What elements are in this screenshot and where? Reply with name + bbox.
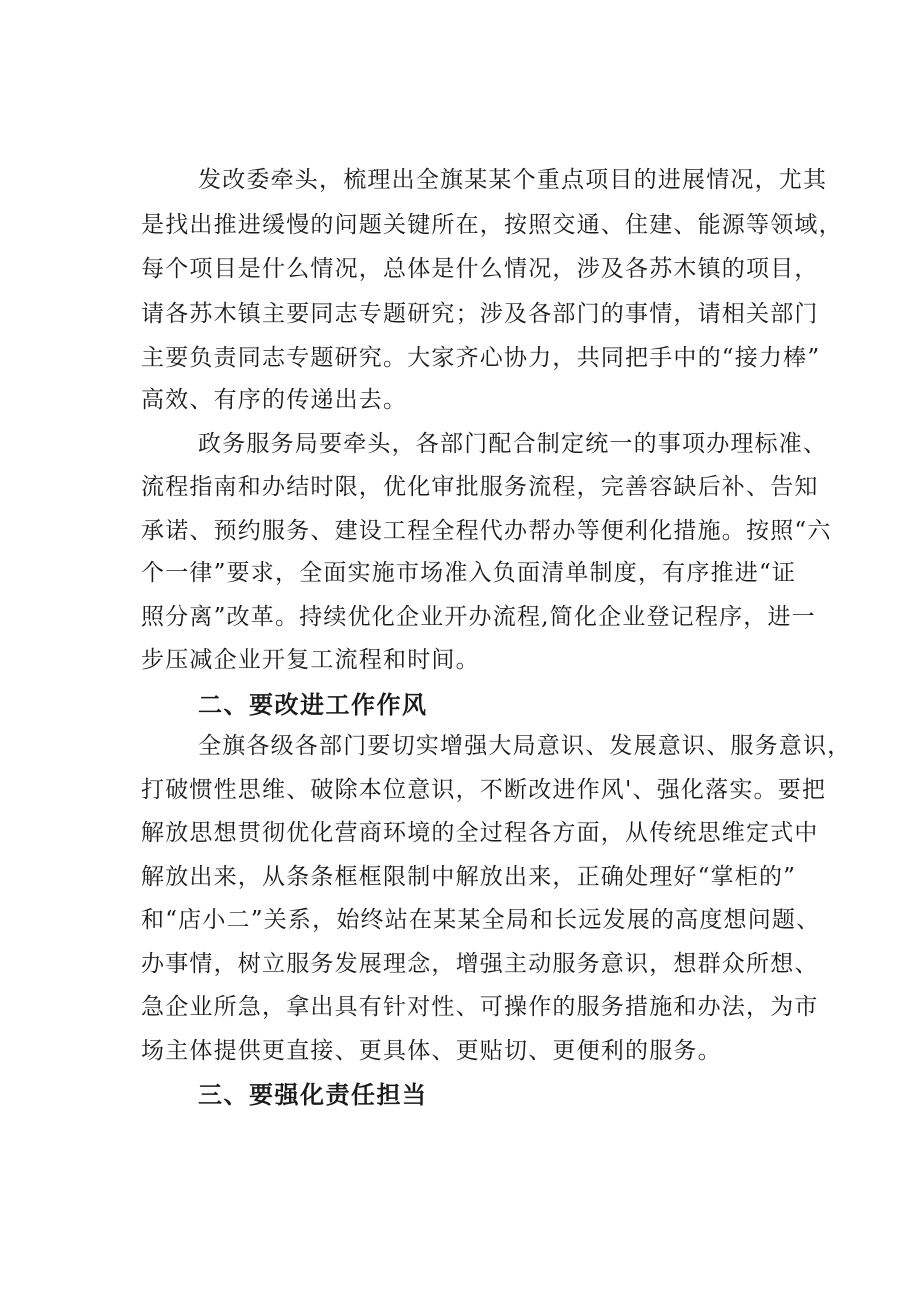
section-heading-2: 二、要改进工作作风: [198, 691, 428, 719]
paragraph-3-line-8: 场主体提供更直接、更具体、更贴切、更便利的服务。: [141, 1038, 722, 1064]
section-heading-3: 三、要强化责任担当: [198, 1081, 428, 1109]
paragraph-3-line-1: 全旗各级各部门要切实增强大局意识、发展意识、服务意识，: [198, 733, 852, 759]
paragraph-3-line-2: 打破惯性思维、破除本位意识，不断改进作风'、强化落实。要把: [141, 777, 827, 803]
paragraph-1-line-6: 高效、有序的传递出去。: [141, 387, 408, 413]
paragraph-1-line-3: 每个项目是什么情况，总体是什么情况，涉及各苏木镇的项目，: [141, 256, 819, 282]
paragraph-1-line-2: 是找出推进缓慢的问题关键所在，按照交通、住建、能源等领域，: [141, 212, 843, 238]
paragraph-2-line-2: 流程指南和办结时限，优化审批服务流程，完善容缺后补、告知: [141, 474, 819, 500]
paragraph-3-line-3: 解放思想贯彻优化营商环境的全过程各方面，从传统思维定式中: [141, 820, 819, 846]
paragraph-3-line-5: 和“店小二”关系，始终站在某某全局和长远发展的高度想问题、: [141, 907, 821, 933]
paragraph-2-line-6: 步压减企业开复工流程和时间。: [141, 647, 480, 673]
paragraph-2-line-4: 个一律”要求，全面实施市场准入负面清单制度，有序推进“证: [141, 560, 797, 586]
paragraph-3-line-6: 办事情，树立服务发展理念，增强主动服务意识，想群众所想、: [141, 951, 819, 977]
paragraph-3-line-4: 解放出来，从条条框框限制中解放出来，正确处理好“掌柜的”: [141, 864, 797, 890]
paragraph-1-line-4: 请各苏木镇主要同志专题研究；涉及各部门的事情，请相关部门: [141, 301, 819, 327]
paragraph-1-line-1: 发改委牵头，梳理出全旗某某个重点项目的进展情况，尤其: [198, 167, 828, 193]
paragraph-2-line-5: 照分离”改革。持续优化企业开办流程,简化企业登记程序，进一: [141, 604, 816, 630]
paragraph-2-line-1: 政务服务局要牵头，各部门配合制定统一的事项办理标准、: [198, 431, 828, 457]
paragraph-1-line-5: 主要负责同志专题研究。大家齐心协力，共同把手中的“接力棒”: [141, 345, 821, 371]
paragraph-2-line-3: 承诺、预约服务、建设工程全程代办帮办等便利化措施。按照“六: [141, 518, 832, 544]
paragraph-3-line-7: 急企业所急，拿出具有针对性、可操作的服务措施和办法，为市: [141, 994, 819, 1020]
